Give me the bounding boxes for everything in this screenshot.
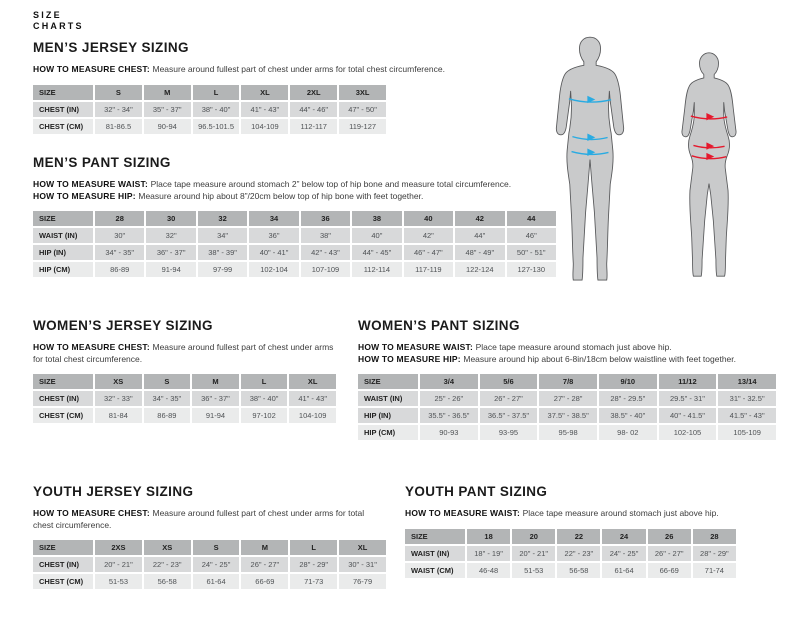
female-body-silhouette [682, 53, 736, 276]
size-value-cell: 50" - 51" [507, 245, 557, 260]
table-header-cell: S [144, 374, 191, 389]
section-title: YOUTH JERSEY SIZING [33, 484, 194, 499]
size-value-cell: 102-105 [659, 425, 717, 440]
table-header-cell: 2XL [290, 85, 337, 100]
row-label-cell: HIP (CM) [358, 425, 418, 440]
howto-block [358, 342, 778, 365]
size-table [31, 83, 388, 136]
table-header-cell: XL [241, 85, 288, 100]
kicker-line-1: SIZE [33, 10, 62, 20]
section-youth-jersey-sizing [33, 484, 386, 591]
size-table [356, 372, 778, 442]
howto-text: Measure around hip about 8”/20cm below top of hip bone with feet together. [138, 190, 424, 201]
howto-text: Measure around fullest part of chest under arms for total chest circumference. [33, 508, 365, 530]
table-row [33, 262, 556, 277]
size-value-cell: 41" - 43" [241, 102, 288, 117]
size-value-cell: 93-95 [480, 425, 538, 440]
size-value-cell: 61-64 [602, 563, 645, 578]
table-row [33, 574, 386, 589]
size-value-cell: 37.5" - 38.5" [539, 408, 597, 423]
howto-line [33, 64, 558, 76]
table-header-cell: 26 [648, 529, 691, 544]
table-header-cell: S [193, 540, 240, 555]
size-value-cell: 28" - 29" [290, 557, 337, 572]
size-value-cell: 41.5" - 43" [718, 408, 776, 423]
table-header-cell: SIZE [33, 211, 93, 226]
howto-block [33, 508, 386, 531]
size-value-cell: 28" - 29" [693, 546, 736, 561]
table-row [358, 425, 776, 440]
table-row [405, 563, 736, 578]
size-value-cell: 71-73 [290, 574, 337, 589]
table-header-cell: 34 [249, 211, 298, 226]
womens-jersey-table [33, 372, 336, 425]
howto-label: HOW TO MEASURE CHEST: [33, 342, 153, 352]
size-value-cell: 86-89 [144, 408, 191, 423]
size-value-cell: 127-130 [507, 262, 557, 277]
size-value-cell: 40" - 41.5" [659, 408, 717, 423]
size-value-cell: 36.5" - 37.5" [480, 408, 538, 423]
howto-label: HOW TO MEASURE WAIST: [358, 342, 476, 352]
size-table [31, 209, 558, 279]
howto-text: Measure around fullest part of chest under arms for total chest circumference. [33, 342, 334, 364]
size-value-cell: 44" [455, 228, 504, 243]
table-header-cell: 40 [404, 211, 453, 226]
section-title: MEN’S JERSEY SIZING [33, 40, 189, 55]
size-value-cell: 26" - 27" [241, 557, 288, 572]
size-value-cell: 95-98 [539, 425, 597, 440]
size-table [403, 527, 738, 580]
table-row [33, 245, 556, 260]
size-value-cell: 97-99 [198, 262, 247, 277]
howto-label: HOW TO MEASURE WAIST: [405, 508, 523, 518]
table-header-cell: SIZE [405, 529, 465, 544]
row-label-cell: WAIST (CM) [405, 563, 465, 578]
size-value-cell: 34" - 35" [144, 391, 191, 406]
section-womens-jersey-sizing [33, 318, 338, 425]
table-header-cell: XL [339, 540, 386, 555]
table-row [358, 408, 776, 423]
table-header-cell: 5/6 [480, 374, 538, 389]
howto-line [33, 191, 558, 203]
howto-block [405, 508, 745, 520]
size-value-cell: 61-64 [193, 574, 240, 589]
howto-text: Measure around hip about 6-8in/18cm below waistline with feet together. [463, 353, 737, 364]
size-value-cell: 36" [249, 228, 298, 243]
size-table [31, 538, 388, 591]
size-value-cell: 40" [352, 228, 401, 243]
howto-label: HOW TO MEASURE HIP: [358, 353, 464, 364]
row-label-cell: CHEST (CM) [33, 119, 93, 134]
howto-label: HOW TO MEASURE CHEST: [33, 508, 153, 518]
size-value-cell: 96.5-101.5 [193, 119, 240, 134]
howto-line [358, 354, 778, 366]
size-value-cell: 38" [301, 228, 350, 243]
size-value-cell: 102-104 [249, 262, 298, 277]
table-header-row [33, 540, 386, 555]
size-value-cell: 26" - 27" [480, 391, 538, 406]
table-header-row [33, 211, 556, 226]
table-header-cell: 3XL [339, 85, 386, 100]
size-value-cell: 18" - 19" [467, 546, 510, 561]
table-header-cell: SIZE [33, 374, 93, 389]
size-value-cell: 28" - 29.5" [599, 391, 657, 406]
size-value-cell: 66-69 [648, 563, 691, 578]
size-value-cell: 41" - 43" [289, 391, 336, 406]
size-value-cell: 25" - 26" [420, 391, 478, 406]
table-header-cell: 38 [352, 211, 401, 226]
row-label-cell: WAIST (IN) [358, 391, 418, 406]
size-value-cell: 81-86.5 [95, 119, 142, 134]
size-value-cell: 32" - 33" [95, 391, 142, 406]
row-label-cell: HIP (CM) [33, 262, 93, 277]
table-header-cell: M [241, 540, 288, 555]
size-value-cell: 22" - 23" [557, 546, 600, 561]
size-value-cell: 117-119 [404, 262, 453, 277]
table-header-cell: 9/10 [599, 374, 657, 389]
table-row [405, 546, 736, 561]
size-value-cell: 24" - 25" [193, 557, 240, 572]
table-header-row [33, 85, 386, 100]
size-value-cell: 38" - 40" [193, 102, 240, 117]
section-mens-jersey-sizing [33, 40, 558, 136]
section-title: MEN’S PANT SIZING [33, 155, 171, 170]
row-label-cell: HIP (IN) [358, 408, 418, 423]
table-header-cell: 13/14 [718, 374, 776, 389]
size-value-cell: 107-109 [301, 262, 350, 277]
table-row [33, 391, 336, 406]
size-value-cell: 30" - 31" [339, 557, 386, 572]
section-title: WOMEN’S JERSEY SIZING [33, 318, 213, 333]
size-value-cell: 36" - 37" [146, 245, 195, 260]
howto-block [33, 179, 558, 202]
table-header-cell: L [241, 374, 288, 389]
size-value-cell: 105-109 [718, 425, 776, 440]
size-value-cell: 36" - 37" [192, 391, 239, 406]
size-value-cell: 86-89 [95, 262, 144, 277]
table-header-cell: 24 [602, 529, 645, 544]
howto-label: HOW TO MEASURE HIP: [33, 190, 139, 201]
size-value-cell: 20" - 21" [512, 546, 555, 561]
size-value-cell: 47" - 50" [339, 102, 386, 117]
section-title: WOMEN’S PANT SIZING [358, 318, 520, 333]
howto-label: HOW TO MEASURE CHEST: [33, 64, 153, 74]
table-header-cell: XS [144, 540, 191, 555]
size-value-cell: 81-84 [95, 408, 142, 423]
table-header-cell: 7/8 [539, 374, 597, 389]
size-table [31, 372, 338, 425]
howto-line [33, 179, 558, 191]
size-value-cell: 29.5" - 31" [659, 391, 717, 406]
size-value-cell: 90-93 [420, 425, 478, 440]
size-value-cell: 22" - 23" [144, 557, 191, 572]
size-value-cell: 66-69 [241, 574, 288, 589]
size-value-cell: 44" - 46" [290, 102, 337, 117]
howto-label: HOW TO MEASURE WAIST: [33, 179, 151, 189]
section-mens-pant-sizing [33, 155, 558, 279]
howto-block [33, 342, 338, 365]
table-header-cell: 11/12 [659, 374, 717, 389]
section-womens-pant-sizing [358, 318, 778, 442]
table-header-cell: XL [289, 374, 336, 389]
table-header-cell: XS [95, 374, 142, 389]
size-value-cell: 76-79 [339, 574, 386, 589]
womens-pant-table [358, 372, 776, 442]
table-header-cell: SIZE [33, 540, 93, 555]
table-header-cell: 44 [507, 211, 557, 226]
size-value-cell: 40" - 41" [249, 245, 298, 260]
howto-text: Measure around fullest part of chest under arms for total chest circumference. [152, 64, 445, 74]
size-value-cell: 90-94 [144, 119, 191, 134]
size-value-cell: 46" - 47" [404, 245, 453, 260]
howto-text: Place tape measure around stomach 2” below top of hip bone and measure total circumference. [150, 179, 512, 189]
table-header-cell: 42 [455, 211, 504, 226]
size-value-cell: 31" - 32.5" [718, 391, 776, 406]
table-header-row [405, 529, 736, 544]
table-header-cell: L [193, 85, 240, 100]
table-header-cell: M [192, 374, 239, 389]
size-value-cell: 48" - 49" [455, 245, 504, 260]
youth-jersey-table [33, 538, 386, 591]
table-header-cell: S [95, 85, 142, 100]
size-value-cell: 91-94 [192, 408, 239, 423]
howto-block [33, 64, 558, 76]
size-value-cell: 44" - 45" [352, 245, 401, 260]
row-label-cell: CHEST (IN) [33, 102, 93, 117]
row-label-cell: CHEST (IN) [33, 391, 93, 406]
male-figure-icon [546, 36, 634, 283]
table-header-cell: 22 [557, 529, 600, 544]
mens-pant-table [33, 209, 556, 279]
table-row [33, 119, 386, 134]
table-header-cell: 32 [198, 211, 247, 226]
table-header-row [33, 374, 336, 389]
size-value-cell: 112-114 [352, 262, 401, 277]
row-label-cell: WAIST (IN) [405, 546, 465, 561]
size-value-cell: 32" [146, 228, 195, 243]
size-value-cell: 46" [507, 228, 557, 243]
size-value-cell: 27" - 28" [539, 391, 597, 406]
size-value-cell: 71-74 [693, 563, 736, 578]
row-label-cell: CHEST (CM) [33, 408, 93, 423]
size-value-cell: 97-102 [241, 408, 288, 423]
size-value-cell: 42" [404, 228, 453, 243]
table-header-cell: 2XS [95, 540, 142, 555]
size-value-cell: 38.5" - 40" [599, 408, 657, 423]
size-value-cell: 26" - 27" [648, 546, 691, 561]
size-value-cell: 104-109 [241, 119, 288, 134]
size-value-cell: 46-48 [467, 563, 510, 578]
section-youth-pant-sizing [405, 484, 745, 580]
table-header-cell: 3/4 [420, 374, 478, 389]
row-label-cell: HIP (IN) [33, 245, 93, 260]
size-value-cell: 34" - 35" [95, 245, 144, 260]
table-row [33, 102, 386, 117]
size-value-cell: 34" [198, 228, 247, 243]
size-value-cell: 51-53 [95, 574, 142, 589]
size-value-cell: 35" - 37" [144, 102, 191, 117]
table-header-cell: SIZE [358, 374, 418, 389]
table-row [33, 557, 386, 572]
mens-jersey-table [33, 83, 386, 136]
page-kicker [33, 10, 84, 32]
table-row [358, 391, 776, 406]
size-value-cell: 42" - 43" [301, 245, 350, 260]
youth-pant-table [405, 527, 736, 580]
table-header-cell: 28 [95, 211, 144, 226]
howto-text: Place tape measure around stomach just above hip. [522, 508, 719, 518]
female-figure-icon [670, 52, 748, 277]
section-title: YOUTH PANT SIZING [405, 484, 548, 499]
size-value-cell: 32" - 34" [95, 102, 142, 117]
size-value-cell: 38" - 40" [241, 391, 288, 406]
table-header-cell: 18 [467, 529, 510, 544]
table-header-row [358, 374, 776, 389]
table-header-cell: L [290, 540, 337, 555]
howto-line [33, 342, 338, 365]
howto-line [33, 508, 386, 531]
male-body-silhouette [556, 37, 623, 280]
size-value-cell: 35.5" - 36.5" [420, 408, 478, 423]
size-value-cell: 112-117 [290, 119, 337, 134]
size-value-cell: 56-58 [144, 574, 191, 589]
table-header-cell: SIZE [33, 85, 93, 100]
size-value-cell: 20" - 21" [95, 557, 142, 572]
row-label-cell: CHEST (CM) [33, 574, 93, 589]
table-header-cell: 20 [512, 529, 555, 544]
row-label-cell: CHEST (IN) [33, 557, 93, 572]
size-value-cell: 122-124 [455, 262, 504, 277]
size-value-cell: 24" - 25" [602, 546, 645, 561]
size-value-cell: 98- 02 [599, 425, 657, 440]
table-header-cell: 36 [301, 211, 350, 226]
size-value-cell: 91-94 [146, 262, 195, 277]
table-row [33, 228, 556, 243]
size-value-cell: 56-58 [557, 563, 600, 578]
howto-text: Place tape measure around stomach just above hip. [475, 342, 672, 352]
howto-line [405, 508, 745, 520]
kicker-line-2: CHARTS [33, 21, 84, 31]
howto-line [358, 342, 778, 354]
table-row [33, 408, 336, 423]
size-value-cell: 30" [95, 228, 144, 243]
size-value-cell: 119-127 [339, 119, 386, 134]
size-value-cell: 38" - 39" [198, 245, 247, 260]
row-label-cell: WAIST (IN) [33, 228, 93, 243]
size-value-cell: 104-109 [289, 408, 336, 423]
table-header-cell: 30 [146, 211, 195, 226]
size-value-cell: 51-53 [512, 563, 555, 578]
table-header-cell: M [144, 85, 191, 100]
table-header-cell: 28 [693, 529, 736, 544]
